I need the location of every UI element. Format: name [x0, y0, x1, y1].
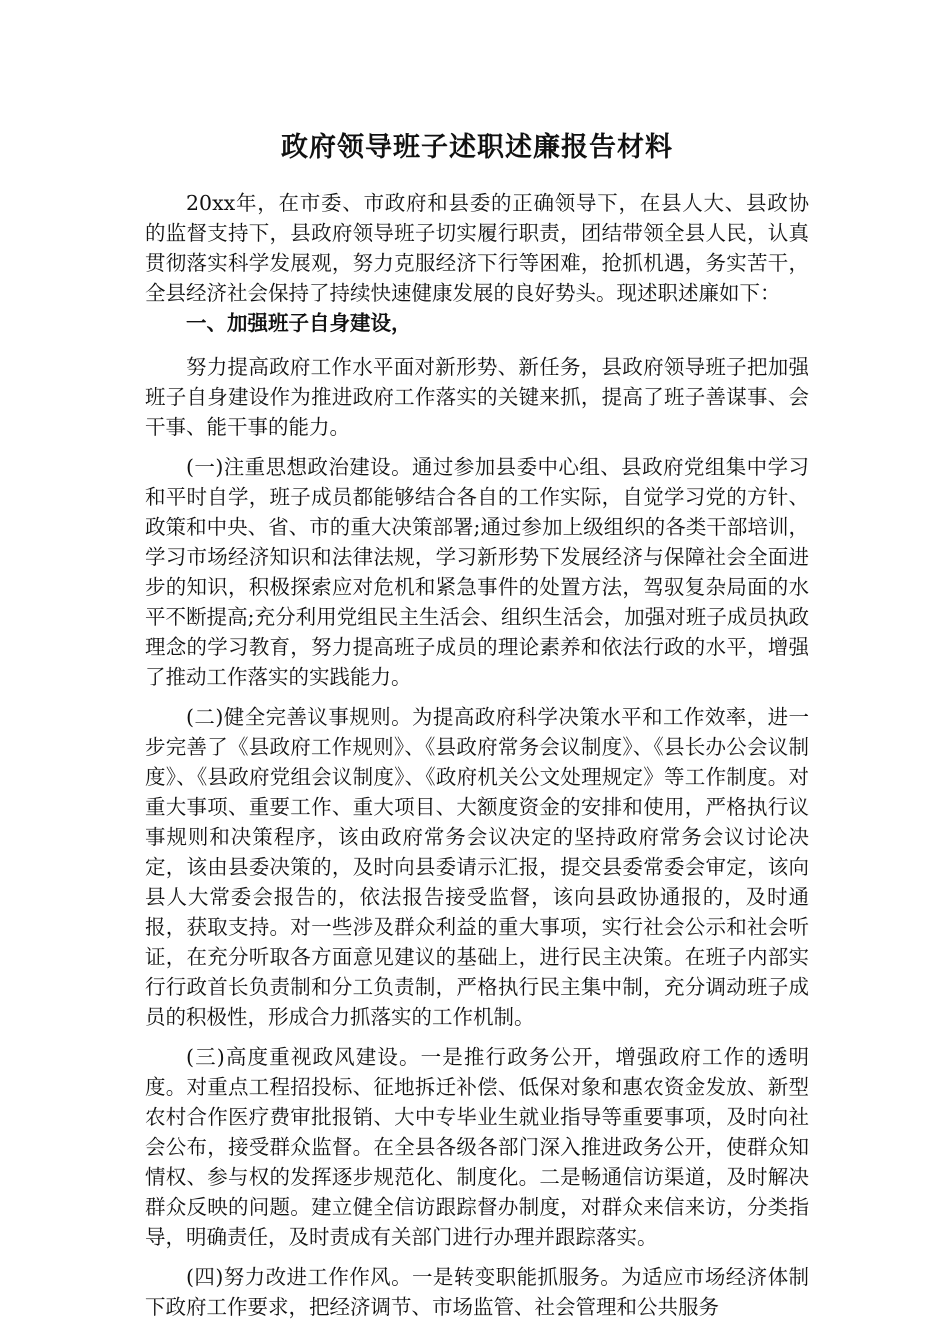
section-1-heading: 一、加强班子自身建设， [186, 311, 412, 335]
item-1-paragraph: (一)注重思想政治建设。通过参加县委中心组、县政府党组集中学习和平时自学，班子成员都能够结合各自的工作实际，自觉学习党的方针、政策和中央、省、市的重大决策部署;通过参加上级组织的各类干部培训，学习市场经济知识和法律法规，学习新形势下发展经济与保障社会全面进步的知识，积极探索应对危机和紧急事件的处置方法，驾驭复杂局面的水平不断提高;充分利用党组民主生活会、组织生活会，加强对班子成员执政理念的学习教育，努力提高班子成员的理论素养和依法行政的水平，增强了推动工作落实的实践能力。 [145, 455, 809, 689]
intro-paragraph: 20xx年，在市委、市政府和县委的正确领导下，在县人大、县政协的监督支持下，县政府领导班子切实履行职责，团结带领全县人民，认真贯彻落实科学发展观，努力克服经济下行等困难，抢抓机遇，务实苦干，全县经济社会保持了持续快速健康发展的良好势头。现述职述廉如下： [145, 191, 809, 305]
document-page [145, 128, 809, 1332]
item-3-paragraph: (三)高度重视政风建设。一是推行政务公开，增强政府工作的透明度。对重点工程招投标、征地拆迁补偿、低保对象和惠农资金发放、新型农村合作医疗费审批报销、大中专毕业生就业指导等重要事项，及时向社会公布，接受群众监督。在全县各级各部门深入推进政务公开，使群众知情权、参与权的发挥逐步规范化、制度化。二是畅通信访渠道，及时解决群众反映的问题。建立健全信访跟踪督办制度，对群众来信来访，分类指导，明确责任，及时责成有关部门进行办理并跟踪落实。 [145, 1045, 809, 1249]
item-4-paragraph: (四)努力改进工作作风。一是转变职能抓服务。为适应市场经济体制下政府工作要求，把经济调节、市场监管、社会管理和公共服务 [145, 1265, 809, 1319]
section-1-intro-paragraph: 努力提高政府工作水平面对新形势、新任务，县政府领导班子把加强班子自身建设作为推进政府工作落实的关键来抓，提高了班子善谋事、会干事、能干事的能力。 [145, 355, 809, 439]
document-title: 政府领导班子述职述廉报告材料 [281, 132, 673, 163]
item-2-paragraph: (二)健全完善议事规则。为提高政府科学决策水平和工作效率，进一步完善了《县政府工作规则》、《县政府常务会议制度》、《县长办公会议制度》、《县政府党组会议制度》、《政府机关公文处理规定》等工作制度。对重大事项、重要工作、重大项目、大额度资金的安排和使用，严格执行议事规则和决策程序，该由政府常务会议决定的坚持政府常务会议讨论决定，该由县委决策的，及时向县委请示汇报，提交县委常委会审定，该向县人大常委会报告的，依法报告接受监督，该向县政协通报的，及时通报，获取支持。对一些涉及群众利益的重大事项，实行社会公示和社会听证，在充分听取各方面意见建议的基础上，进行民主决策。在班子内部实行行政首长负责制和分工负责制，严格执行民主集中制，充分调动班子成员的积极性，形成合力抓落实的工作机制。 [145, 705, 809, 1029]
